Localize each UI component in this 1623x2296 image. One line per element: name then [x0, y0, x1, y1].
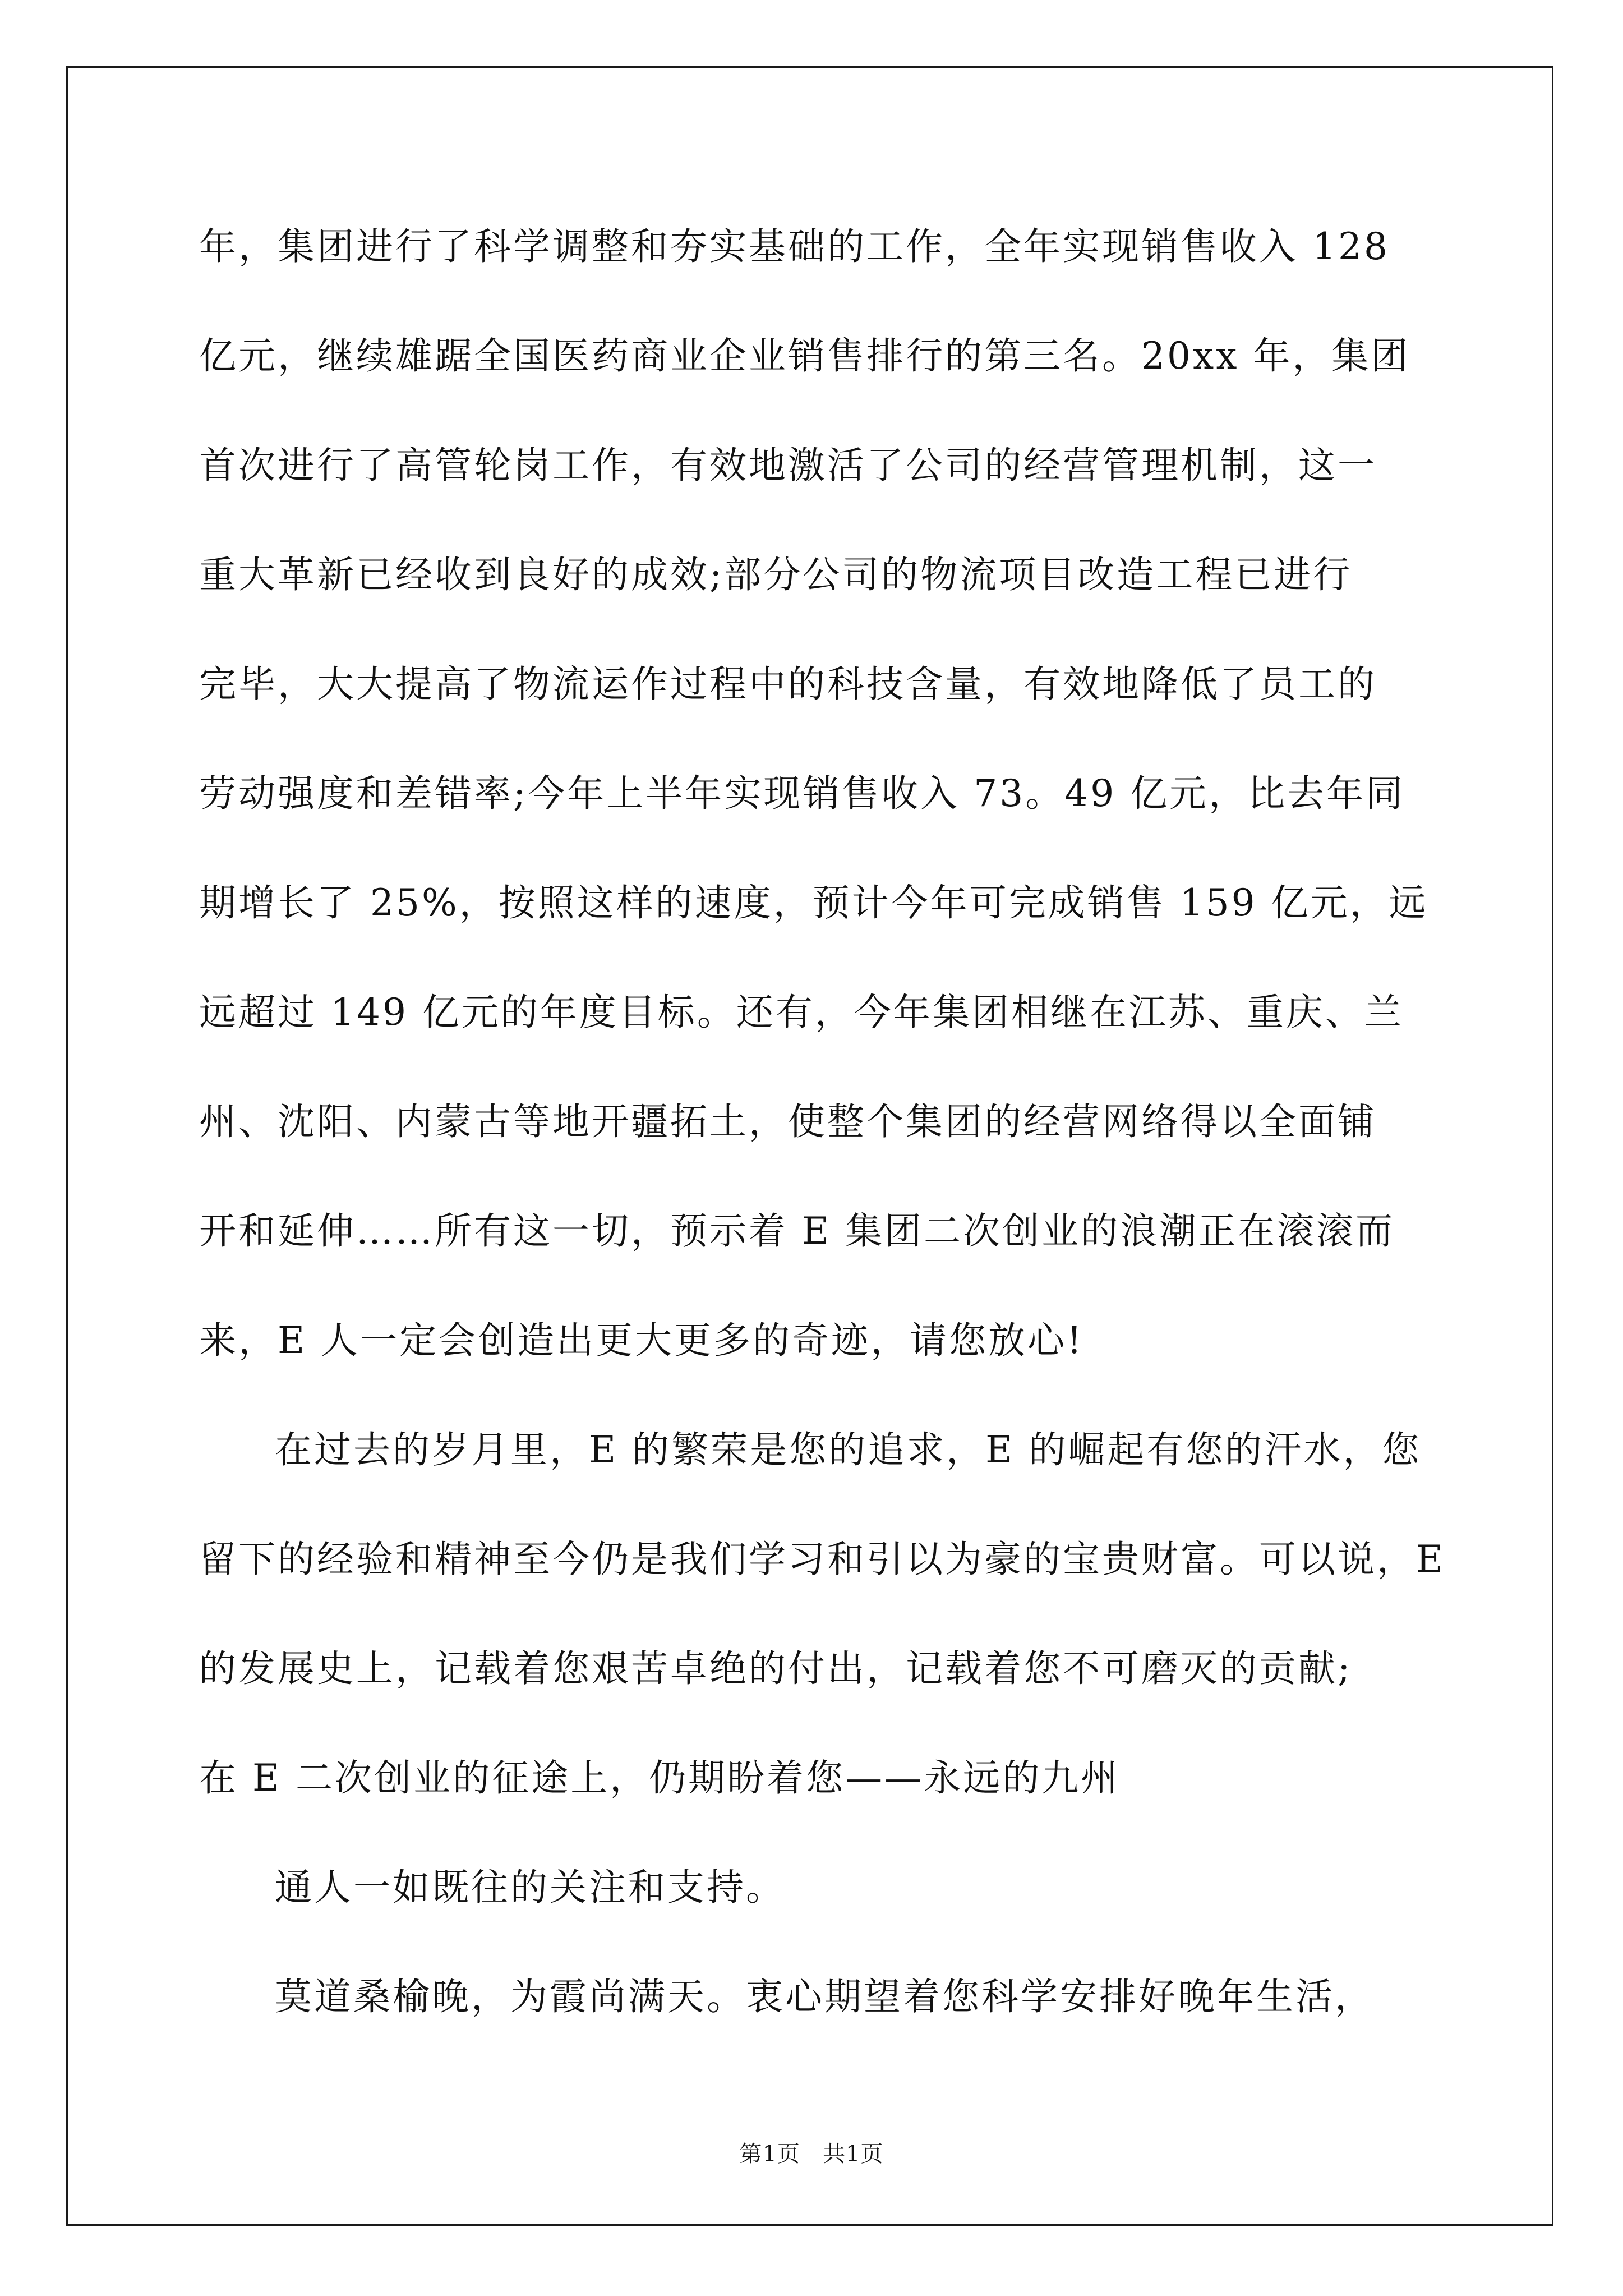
- text-line: 重大革新已经收到良好的成效;部分公司的物流项目改造工程已进行: [199, 553, 1353, 596]
- text-line: 留下的经验和精神至今仍是我们学习和引以为豪的宝贵财富。可以说，E: [199, 1538, 1446, 1581]
- text-line: 首次进行了高管轮岗工作，有效地激活了公司的经营管理机制，这一: [199, 444, 1377, 487]
- text-line: 劳动强度和差错率;今年上半年实现销售收入 73。49 亿元，比去年同: [199, 772, 1405, 815]
- text-line: 期增长了 25%，按照这样的速度，预计今年可完成销售 159 亿元，远: [199, 881, 1428, 924]
- text-line: 州、沈阳、内蒙古等地开疆拓土，使整个集团的经营网络得以全面铺: [199, 1100, 1377, 1143]
- page-number-current: 第1页: [739, 2141, 800, 2167]
- text-line: 完毕，大大提高了物流运作过程中的科技含量，有效地降低了员工的: [199, 662, 1377, 706]
- page-footer: [0, 2137, 1623, 2171]
- text-line: 莫道桑榆晚，为霞尚满天。衷心期望着您科学安排好晚年生活，: [275, 1975, 1374, 2018]
- text-line: 开和延伸……所有这一切，预示着 E 集团二次创业的浪潮正在滚滚而: [199, 1209, 1395, 1253]
- text-line: 来，E 人一定会创造出更大更多的奇迹，请您放心!: [199, 1319, 1084, 1362]
- text-line: 通人一如既往的关注和支持。: [275, 1866, 785, 1909]
- text-line: 年，集团进行了科学调整和夯实基础的工作，全年实现销售收入 128: [199, 225, 1390, 268]
- text-line: 亿元，继续雄踞全国医药商业企业销售排行的第三名。20xx 年，集团: [199, 334, 1410, 378]
- text-line: 的发展史上，记载着您艰苦卓绝的付出，记载着您不可磨灭的贡献;: [199, 1647, 1353, 1690]
- text-line: 在 E 二次创业的征途上，仍期盼着您——永远的九州: [199, 1756, 1121, 1800]
- text-line: 在过去的岁月里，E 的繁荣是您的追求，E 的崛起有您的汗水，您: [275, 1428, 1422, 1471]
- text-line: 远超过 149 亿元的年度目标。还有，今年集团相继在江苏、重庆、兰: [199, 991, 1404, 1034]
- page-number-total: 共1页: [823, 2141, 884, 2167]
